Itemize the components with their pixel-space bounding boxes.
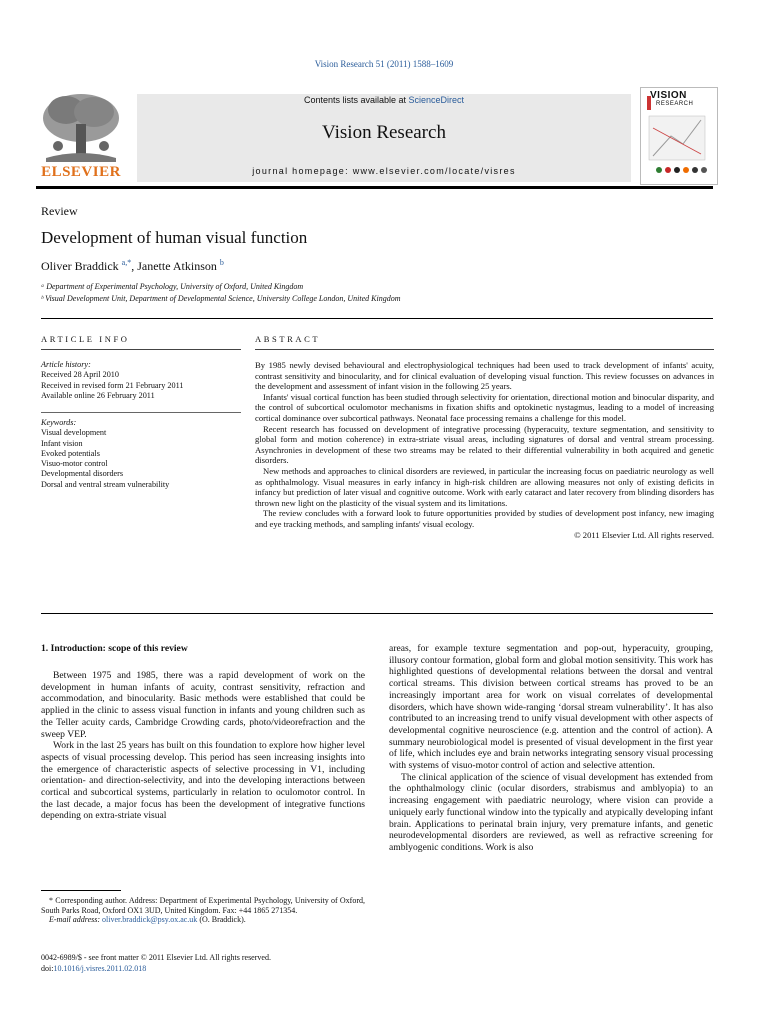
body-paragraph: Between 1975 and 1985, there was a rapid development of work on the development in human infants of acuity, contrast sensitivity, refraction and accommodation, and binocularity. Basic methods were established that could be applied in the clinic to assess visual function in infants and young children such as the Teller acuity cards, Cambridge Crowding cards, photo/videorefraction and the sweep VEP.: [41, 670, 365, 740]
abstract-heading: ABSTRACT: [255, 334, 321, 344]
abstract-body: [255, 360, 714, 540]
abstract-paragraph: The review concludes with a forward look to future opportunities provided by studies of development post infancy, new imaging and eye tracking methods, and sampling infants' visual ecology.: [255, 508, 714, 529]
journal-homepage-link[interactable]: journal homepage: www.elsevier.com/locate/visres: [252, 166, 516, 176]
body-right-column: [389, 643, 713, 854]
author-name: Janette Atkinson: [137, 259, 217, 273]
journal-title: Vision Research: [322, 122, 446, 143]
abstract-paragraph: By 1985 newly devised behavioural and electrophysiological techniques had been used to track development of infants' acuity, contrast sensitivity and binocularity, and for clinical evaluation of developing visual function. This review focusses on advances in the development and assessment of infant vision in the following 25 years.: [255, 360, 714, 392]
publisher-logo-text: ELSEVIER: [41, 164, 121, 180]
copyright-notice: © 2011 Elsevier Ltd. All rights reserved.: [574, 529, 714, 540]
keyword-item: Visuo-motor control: [41, 459, 108, 469]
corresponding-author-note: * Corresponding author. Address: Department of Experimental Psychology, University of Oxford, South Parks Road, Oxford OX1 3UD, United Kingdom. Fax: +44 1865 271354.: [41, 896, 365, 915]
history-item: Received 28 April 2010: [41, 370, 119, 380]
affiliation: ᵇ Visual Development Unit, Department of Developmental Science, University College London, United Kingdom: [41, 294, 401, 303]
author-affiliation-marker[interactable]: b: [219, 258, 224, 267]
body-paragraph: The clinical application of the science of visual development has extended from the ophthalmology clinic (ocular disorders, strabismus and amblyopia) to an increasing engagement with paediatric neurology, where vision can provide a uniquely early functional window into the typically and atypically developing infant brain. Applications to perinatal brain injury, very premature infants, and genetic neurodevelopmental disorders are reviewed, as well as refractive screening for amblyogenic conditions. Work is also: [389, 771, 713, 853]
article-type: Review: [41, 204, 78, 218]
title-divider: [41, 318, 713, 319]
keywords-label: Keywords:: [41, 418, 77, 427]
keyword-item: Evoked potentials: [41, 448, 100, 458]
doi-prefix: doi:: [41, 964, 54, 973]
header-rule: [36, 186, 713, 189]
history-item: Received in revised form 21 February 2011: [41, 380, 184, 390]
author-email-link[interactable]: oliver.braddick@psy.ox.ac.uk: [102, 915, 198, 925]
footnote-rule: [41, 890, 121, 891]
cover-subtitle: RESEARCH: [656, 101, 694, 107]
affiliation: ᵃ Department of Experimental Psychology, University of Oxford, United Kingdom: [41, 282, 304, 291]
keywords-list: [41, 418, 241, 490]
author-separator: ,: [131, 259, 138, 273]
abstract-paragraph: Recent research has focussed on development of integrative processing (hyperacuity, texture segmentation, and sensitivity to global form and motion coherence) in extra-striate visual areas, including signatures of dorsal and ventral stream processing. Asynchronies in development of these two streams may be related to their differential vulnerability in both acquired and genetic disorders.: [255, 423, 714, 466]
doi-link[interactable]: 10.1016/j.visres.2011.02.018: [53, 964, 147, 973]
cover-title: VISION: [650, 90, 687, 101]
article-info-rule: [41, 349, 241, 350]
issn-line: 0042-6989/$ - see front matter © 2011 Elsevier Ltd. All rights reserved.: [41, 953, 271, 962]
history-item: Available online 26 February 2011: [41, 390, 155, 400]
body-paragraph: Work in the last 25 years has built on this foundation to explore how higher level aspects of visual processing develop. This period has seen increasing insights into the emergence of characteristic aspects of selective processing in V1, including orientation- and direction-selectivity, and into the developing interactions between cortical and subcortical systems, particularly in relation to oculomotor control. In the last decade, a major focus has been the development of integrative functions depending on extra-striate visual: [41, 740, 365, 822]
author-list: [41, 259, 224, 274]
contents-prefix: Contents lists available at: [303, 95, 409, 105]
email-label: E-mail address:: [49, 915, 103, 925]
abstract-rule: [255, 349, 714, 350]
sciencedirect-link[interactable]: ScienceDirect: [408, 95, 465, 105]
article-title: Development of human visual function: [41, 228, 308, 247]
keyword-item: Developmental disorders: [41, 469, 124, 479]
author-name: Oliver Braddick: [41, 259, 119, 273]
abstract-divider: [41, 613, 713, 614]
journal-citation-link[interactable]: Vision Research 51 (2011) 1588–1609: [314, 59, 454, 69]
email-suffix: (O. Braddick).: [197, 915, 246, 925]
body-paragraph: areas, for example texture segmentation and pop-out, hyperacuity, grouping, illusory contour formation, global form and global motion sensitivity. This work has highlighted questions of developmental relations between the dorsal and ventral cortical streams. This division between cortical streams has proved to be an increasingly important area for work on visual correlates of developmental disorders, which have shown wide-ranging ‘dorsal stream vulnerability’. It has also contributed to an increasing trend to unify visual development with other aspects of developmental cognitive neuroscience (e.g. attention and the control of action). A summary neurobiological model is presented of visual development in the first year of life, which includes eye and brain networks integrating sensory visual processing with systems of visuo-motor control of action and selective attention.: [389, 643, 713, 772]
keyword-item: Visual development: [41, 428, 107, 438]
article-history: [41, 360, 241, 401]
keyword-item: Infant vision: [41, 438, 83, 448]
abstract-paragraph: New methods and approaches to clinical disorders are reviewed, in particular the increasing focus on paediatric neurology as well as ophthalmology. Visual measures in early infancy in high-risk children are allowing measures not only of existing deficits in infancy but prediction of later visual and cognitive outcome. Work with early cataract and later recovery from blinding disorders has thrown new light on the plasticity of the visual system and its limitations.: [255, 465, 714, 508]
footnote: [41, 896, 365, 925]
history-label: Article history:: [41, 360, 91, 369]
author-affiliation-marker[interactable]: a,*: [121, 258, 132, 267]
article-info-heading: ARTICLE INFO: [41, 334, 130, 344]
front-matter: [41, 952, 271, 974]
history-rule: [41, 412, 241, 413]
section-heading: 1. Introduction: scope of this review: [41, 643, 188, 654]
keyword-item: Dorsal and ventral stream vulnerability: [41, 479, 170, 489]
contents-availability: [137, 95, 631, 105]
body-left-column: [41, 670, 365, 822]
abstract-paragraph: Infants' visual cortical function has been studied through selectivity for orientation, directional motion and binocular disparity, and the control of subcortical oculomotor mechanisms in fixation shifts and optokinetic nystagmus, leading to a model of increasing cortical dominance over subcortical pathways. Neonatal face processing remains a challenge for this model.: [255, 391, 714, 423]
